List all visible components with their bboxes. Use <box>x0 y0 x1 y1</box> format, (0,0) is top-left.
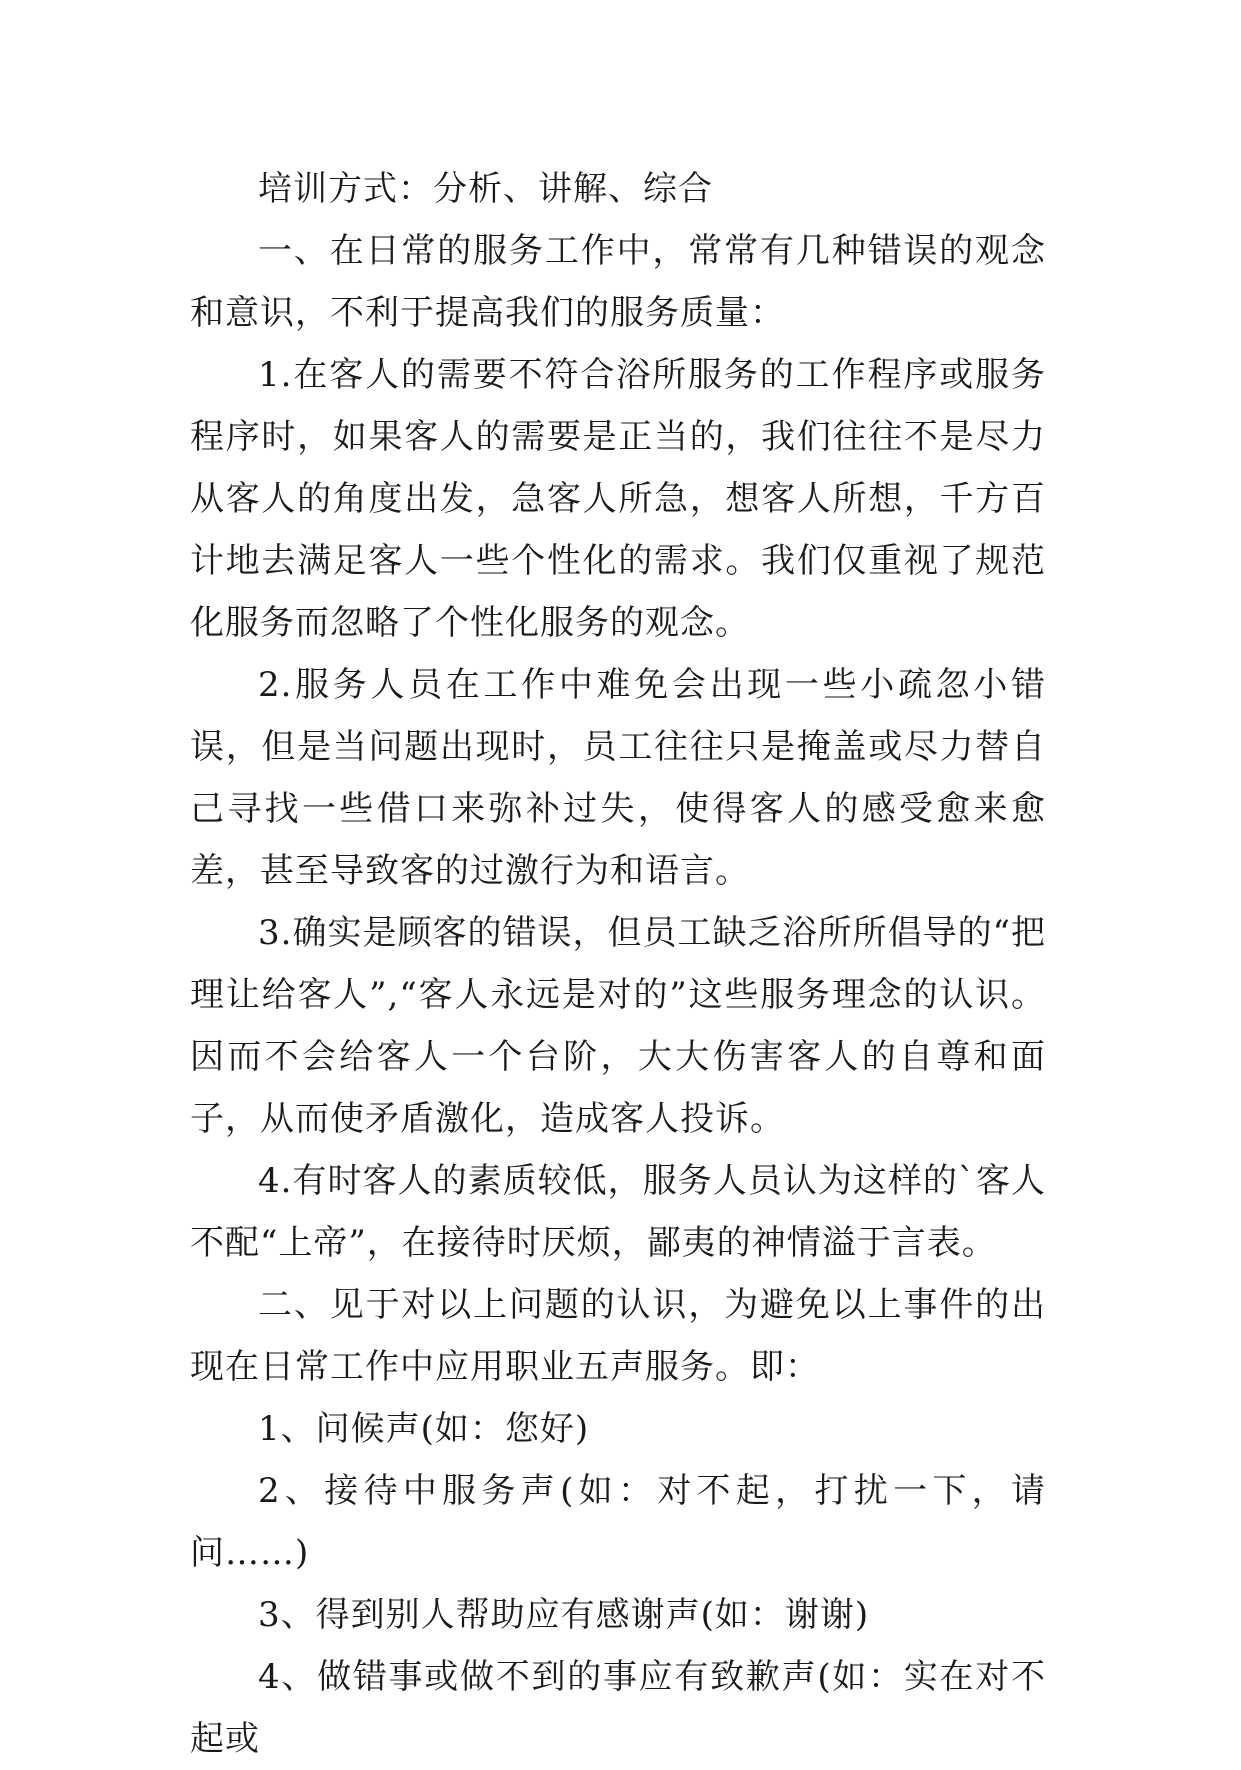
document-body <box>190 158 1046 1770</box>
voice-item-1: 1、问候声(如：您好) <box>258 1409 590 1449</box>
voice-item-3: 3、得到别人帮助应有感谢声(如：谢谢) <box>258 1595 870 1635</box>
section-one-heading: 一、在日常的服务工作中，常常有几种错误的观念和意识，不利于提高我们的服务质量： <box>190 231 1046 333</box>
section-two-heading: 二、见于对以上问题的认识，为避免以上事件的出现在日常工作中应用职业五声服务。即： <box>190 1285 1046 1387</box>
point-4-paragraph: 4.有时客人的素质较低，服务人员认为这样的`客人不配“上帝”，在接待时厌烦，鄙夷的神情溢于言表。 <box>190 1161 1046 1263</box>
training-method-paragraph: 培训方式：分析、讲解、综合 <box>258 169 713 209</box>
point-2-paragraph: 2.服务人员在工作中难免会出现一些小疏忽小错误，但是当问题出现时，员工往往只是掩盖或尽力替自己寻找一些借口来弥补过失，使得客人的感受愈来愈差，甚至导致客的过激行为和语言。 <box>190 665 1046 891</box>
voice-item-2: 2、接待中服务声(如：对不起，打扰一下，请问……) <box>190 1471 1046 1573</box>
point-1-paragraph: 1.在客人的需要不符合浴所服务的工作程序或服务程序时，如果客人的需要是正当的，我们往往不是尽力从客人的角度出发，急客人所急，想客人所想，千方百计地去满足客人一些个性化的需求。我们仅重视了规范化服务而忽略了个性化服务的观念。 <box>190 355 1046 643</box>
voice-item-4: 4、做错事或做不到的事应有致歉声(如：实在对不起或 <box>190 1657 1046 1759</box>
point-3-paragraph: 3.确实是顾客的错误，但员工缺乏浴所所倡导的“把理让给客人”,“客人永远是对的”这些服务理念的认识。因而不会给客人一个台阶，大大伤害客人的自尊和面子，从而使矛盾激化，造成客人投诉。 <box>190 913 1046 1139</box>
